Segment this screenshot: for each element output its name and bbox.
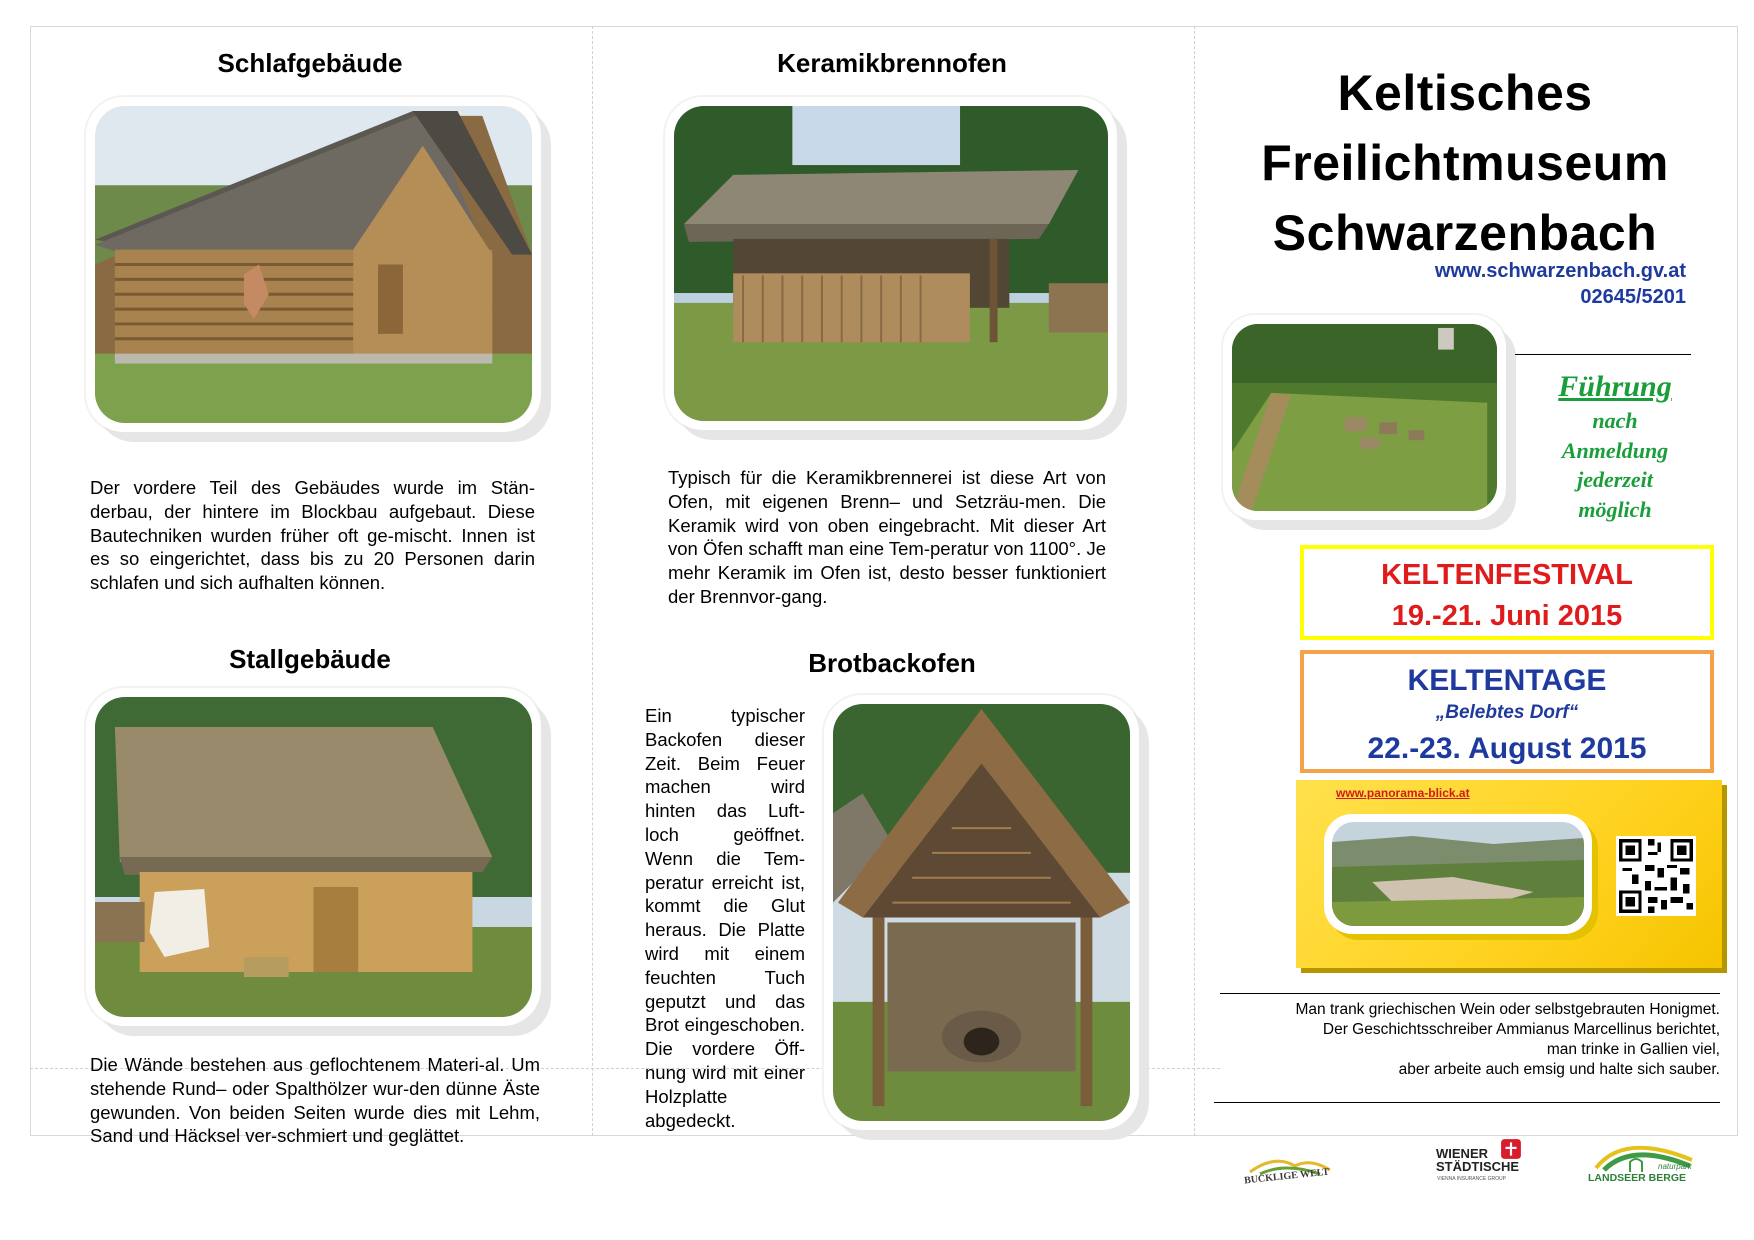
quote-line: man trinke in Gallien viel, xyxy=(1546,1041,1720,1058)
title-line-2: Freilichtmuseum xyxy=(1261,135,1669,191)
bucklige-welt-name: BUCKLIGE WELT xyxy=(1243,1166,1330,1187)
festival-box xyxy=(1300,545,1714,640)
column-divider xyxy=(592,26,593,1136)
page-title xyxy=(1200,58,1730,268)
bucklige-welt-logo xyxy=(1240,1150,1340,1190)
qr-code-icon xyxy=(1616,836,1696,916)
naturpark-name: LANDSEER BERGE xyxy=(1588,1172,1687,1184)
aerial-village-image xyxy=(1232,324,1497,511)
keltentage-box xyxy=(1300,650,1714,773)
keramik-text: Typisch für die Keramikbrennerei ist diese Art von Ofen, mit eigenen Brenn– und Setzräu-men. Die Keramik wird von oben eingebracht. Mit dieser Art von Öfen schafft man eine Tem-peratur von 1100°. Je mehr Keramik im Ofen ist, desto besser funktioniert der Brennvor-gang. xyxy=(668,467,1106,607)
tour-info xyxy=(1530,368,1700,524)
tour-line: möglich xyxy=(1578,496,1652,522)
schlaf-heading: Schlafgebäude xyxy=(217,48,403,78)
quote xyxy=(1220,1000,1720,1080)
bread-oven-image xyxy=(833,704,1130,1121)
stall-photo xyxy=(86,688,541,1026)
schlaf-photo xyxy=(86,97,541,432)
tour-title: Führung xyxy=(1558,370,1672,403)
panorama-image xyxy=(1332,822,1584,926)
log-house-image xyxy=(95,106,532,423)
wiener-line-2: STÄDTISCHE xyxy=(1436,1159,1520,1174)
kiln-image xyxy=(674,106,1108,421)
website-link[interactable]: www.schwarzenbach.gv.at xyxy=(1434,260,1686,282)
brot-text: Ein typischer Backofen dieser Zeit. Beim Feuer machen wird hinten das Luft-loch geöffnet. Wenn die Tem-peratur erreicht ist, kommt die Glut heraus. Die Platte wird mit einem feuchten Tuch geputzt und das Brot eingeschoben. Die vordere Öff-nung wird mit einer Holzplatte abgedeckt. xyxy=(645,705,805,1131)
tour-line: nach xyxy=(1592,408,1638,433)
keltentage-date: 22.-23. August 2015 xyxy=(1367,732,1647,765)
quote-divider-top xyxy=(1220,993,1720,994)
festival-date: 19.-21. Juni 2015 xyxy=(1391,600,1623,632)
naturpark-label: naturpark xyxy=(1658,1162,1692,1171)
brot-heading: Brotbackofen xyxy=(808,648,976,678)
keltentage-name: KELTENTAGE xyxy=(1407,664,1607,697)
quote-divider-bottom xyxy=(1214,1102,1720,1103)
festival-name: KELTENFESTIVAL xyxy=(1381,559,1633,591)
keltentage-subtitle: „Belebtes Dorf“ xyxy=(1435,702,1579,723)
keramik-heading: Keramikbrennofen xyxy=(777,48,1007,78)
naturpark-logo xyxy=(1584,1132,1704,1188)
contact-info xyxy=(1435,258,1686,310)
wiener-line-3: VIENNA INSURANCE GROUP xyxy=(1437,1176,1506,1182)
panorama-card xyxy=(1296,780,1722,968)
keramik-photo xyxy=(665,97,1117,430)
title-line-3: Schwarzenbach xyxy=(1272,205,1658,261)
tour-line: jederzeit xyxy=(1577,467,1653,492)
divider xyxy=(1515,354,1691,355)
wiener-line-1: WIENER xyxy=(1436,1146,1488,1161)
quote-line: Der Geschichtsschreiber Ammianus Marcellinus berichtet, xyxy=(1322,1021,1720,1038)
stall-heading: Stallgebäude xyxy=(229,644,391,674)
brot-photo xyxy=(824,695,1139,1130)
title-line-1: Keltisches xyxy=(1337,65,1593,121)
stable-image xyxy=(95,697,532,1017)
wiener-staedtische-logo xyxy=(1436,1138,1536,1188)
panorama-link[interactable]: www.panorama-blick.at xyxy=(1336,786,1470,800)
insurance-emblem-icon xyxy=(1500,1138,1522,1160)
tour-line: Anmeldung xyxy=(1561,437,1669,463)
panorama-photo xyxy=(1324,814,1592,934)
aerial-photo xyxy=(1223,315,1506,520)
column-divider xyxy=(1194,26,1195,1136)
phone-number: 02645/5201 xyxy=(1580,286,1686,308)
quote-line: aber arbeite auch emsig und halte sich sauber. xyxy=(1398,1061,1720,1078)
quote-line: Man trank griechischen Wein oder selbstgebrauten Honigmet. xyxy=(1295,1001,1720,1018)
schlaf-text: Der vordere Teil des Gebäudes wurde im Stän-derbau, der hintere im Blockbau aufgebaut. Diese Bautechniken wurden früher oft ge-mischt. Innen ist es so eingerichtet, dass bis zu 20 Personen darin schlafen und sich aufhalten können. xyxy=(90,477,535,594)
stall-text: Die Wände bestehen aus geflochtenem Materi-al. Um stehende Rund– oder Spalthölzer wur-den dünne Äste gewunden. Von beiden Seiten wurde dies mit Lehm, Sand und Häcksel ver-schmiert und geglättet. xyxy=(90,1054,540,1147)
